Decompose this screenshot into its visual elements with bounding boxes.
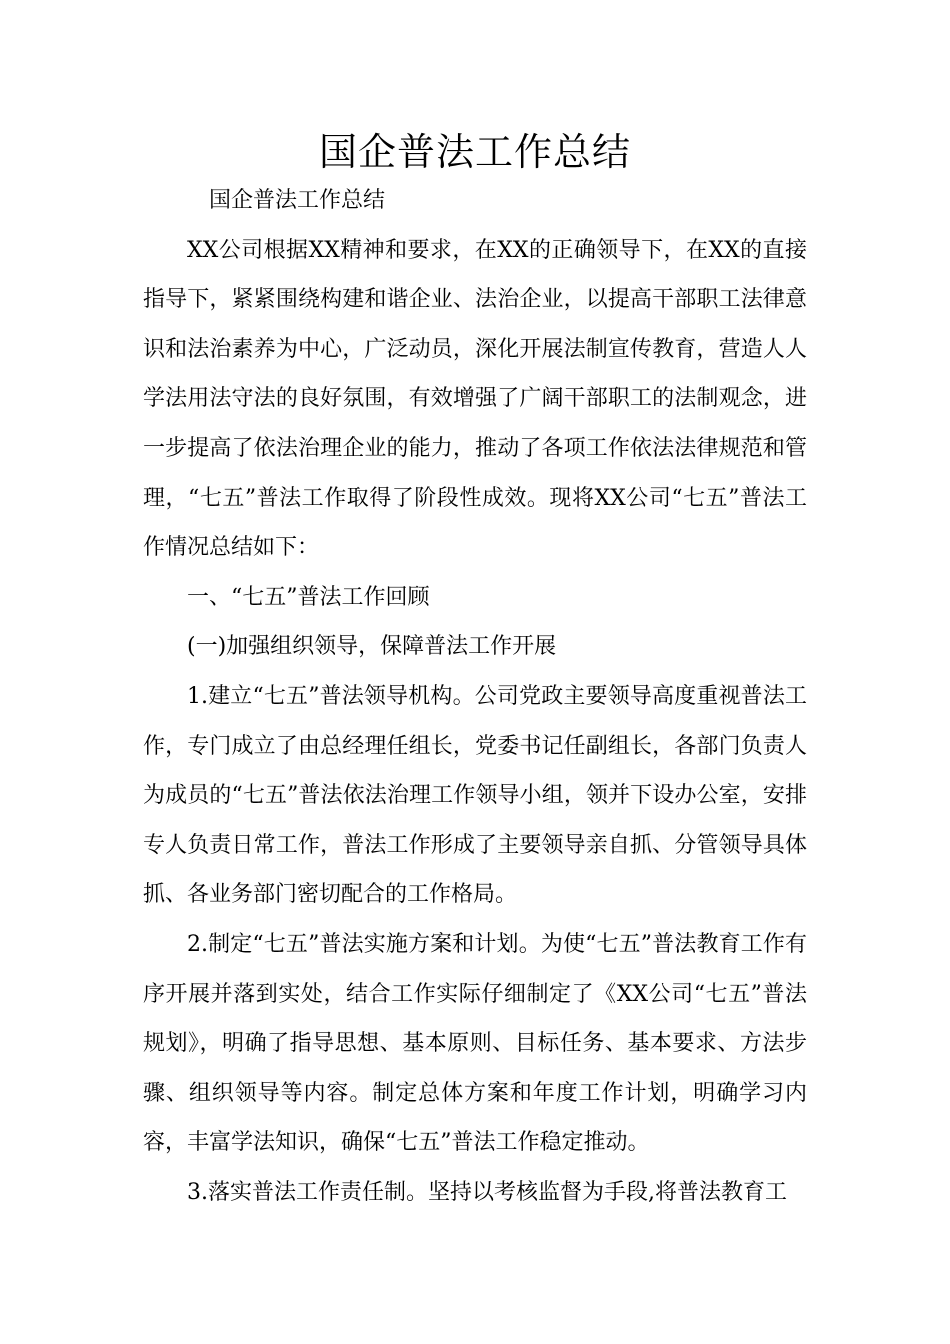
document-title: 国企普法工作总结 (318, 130, 631, 174)
paragraph-item-3: 3.落实普法工作责任制。坚持以考核监督为手段,将普法教育工 (187, 1179, 787, 1205)
paragraph-intro: XX公司根据XX精神和要求，在XX的正确领导下，在XX的直接指导下，紧紧围绕构建和谐企业、法治企业，以提高干部职工法律意识和法治素养为中心，广泛动员，深化开展法制宣传教育，营造人人学法用法守法的良好氛围，有效增强了广阔干部职工的法制观念，进一步提高了依法治理企业的能力，推动了各项工作依法法律规范和管理，“七五”普法工作取得了阶段性成效。现将XX公司“七五”普法工作情况总结如下： (143, 237, 807, 561)
subsection-heading: (一)加强组织领导，保障普法工作开展 (187, 634, 557, 660)
paragraph-item-2: 2.制定“七五”普法实施方案和计划。为使“七五”普法教育工作有序开展并落到实处，结合工作实际仔细制定了《XX公司“七五”普法规划》，明确了指导思想、基本原则、目标任务、基本要求、方法步骤、组织领导等内容。制定总体方案和年度工作计划，明确学习内容，丰富学法知识，确保“七五”普法工作稳定推动。 (143, 931, 807, 1156)
paragraph-item-1: 1.建立“七五”普法领导机构。公司党政主要领导高度重视普法工作，专门成立了由总经理任组长，党委书记任副组长，各部门负责人为成员的“七五”普法依法治理工作领导小组，领并下设办公室，安排专人负责日常工作，普法工作形成了主要领导亲自抓、分管领导具体抓、各业务部门密切配合的工作格局。 (143, 683, 807, 908)
section-heading: 一、“七五”普法工作回顾 (187, 584, 430, 610)
document-subtitle: 国企普法工作总结 (209, 188, 386, 213)
document-body (143, 176, 807, 1217)
